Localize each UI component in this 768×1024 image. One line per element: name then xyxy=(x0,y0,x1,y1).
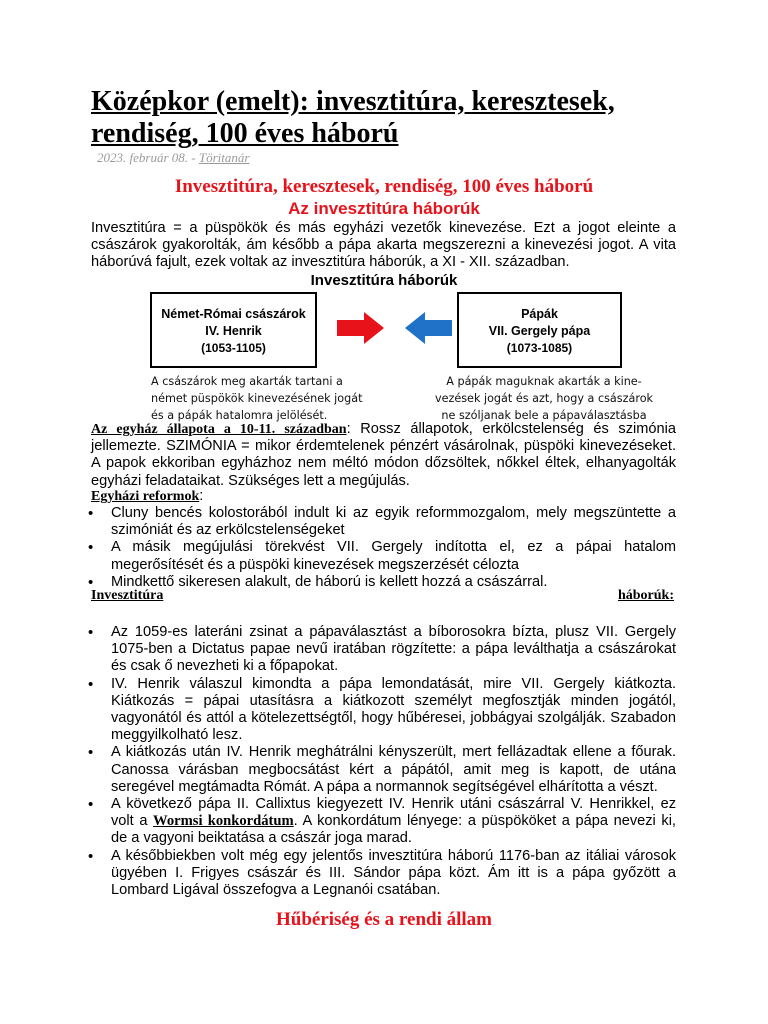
worms-rest: . A konkordátum lényege: a püspököket a pápa nevezi ki, de a vagyoni beiktatása a császár joga marad. xyxy=(111,813,676,847)
emperors-box xyxy=(150,292,317,368)
emperors-caption xyxy=(151,373,362,424)
popes-box-name: VII. Gergely pápa xyxy=(488,324,591,338)
article-date: 2023. február 08. xyxy=(97,150,188,165)
church-state-paragraph xyxy=(91,421,676,490)
emperors-box-name: IV. Henrik xyxy=(205,324,262,338)
popes-box-years: (1073-1085) xyxy=(506,341,573,355)
reforms-colon: : xyxy=(199,488,204,504)
emperors-box-title: Német-Római császárok xyxy=(161,307,306,321)
list-item: • Mindkettő sikeresen alakult, de háború is kellett hozzá a császárral. xyxy=(91,574,676,591)
intro-paragraph: Invesztitúra = a püspökök és más egyházi vezetők kinevezése. Ezt a jogot eleinte a császárok gyakorolták, ám később a pápa akarta megszerezni a kinevezési jogot. A vita háborúvá fajult, ezek voltak az invesztitúra háborúk, a XI - XII. században. xyxy=(91,220,676,271)
main-heading: Invesztitúra, keresztesek, rendiség, 100 éves háború xyxy=(174,176,594,197)
wars-label-right: háborúk: xyxy=(617,588,674,603)
category-link[interactable]: Töritanár xyxy=(198,150,250,165)
list-item: • Cluny bencés kolostorából indult ki az egyik reformmozgalom, mely megszüntette a szimóniát és az erkölcstelenségeket xyxy=(91,505,676,539)
emperors-caption-line: német püspökök kinevezésének jogát xyxy=(151,392,363,405)
blue-arrow-graphic xyxy=(405,308,455,348)
diagram-title: Invesztitúra háborúk xyxy=(310,272,458,289)
popes-box-title: Pápák xyxy=(521,307,558,321)
list-item-worms xyxy=(91,796,676,848)
left-blue-arrow-icon xyxy=(405,312,452,344)
list-item: • IV. Henrik válaszul kimondta a pápa lemondatását, mire VII. Gergely kiátkozta. Kiátkozás = pápai utasításra a kiátkozott személyt megfosztják minden jogától, vagyonától és attól a kötelezettségtől, hogy hűbéresei, jobbágyai szolgálják. Szabadon meggyilkolható lesz. xyxy=(91,676,676,745)
wars-label-left: Invesztitúra xyxy=(91,588,164,603)
church-state-label: Az egyház állapota a 10-11. században xyxy=(91,422,347,437)
emperors-caption-line: és a pápák hatalomra jelölését. xyxy=(151,409,328,422)
list-item: • A kiátkozás után IV. Henrik meghátrálni kényszerült, mert fellázadtak ellene a főurak. Canossa várásban megbocsátást kért a pápától, amit meg is kapott, de utána seregével megtámadta Rómát. A pápa a normannok segítségével elhárította a vészt. xyxy=(91,744,676,796)
list-item: • A másik megújulási törekvést VII. Gergely indította el, ez a pápai hatalom megerősítését és a püspöki kinevezések megszerzését célozta xyxy=(91,539,676,573)
reforms-label: Egyházi reformok xyxy=(91,489,200,504)
article-meta xyxy=(97,150,249,166)
reforms-heading xyxy=(91,488,676,505)
popes-box xyxy=(457,292,622,368)
emperors-caption-line: A császárok meg akarták tartani a xyxy=(151,375,343,388)
section-heading-investiture: Az invesztitúra háborúk xyxy=(288,199,480,218)
feudalism-heading: Hűbériség és a rendi állam xyxy=(275,909,493,930)
meta-separator: - xyxy=(188,150,199,165)
right-arrow-icon xyxy=(337,312,384,344)
worms-intro: A következő pápa II. Callixtus kiegyezett IV. Henrik utáni császárral V. Henrikkel, ez volt a xyxy=(111,796,676,830)
popes-caption-line: A pápák maguknak akarták a kine- xyxy=(446,375,642,388)
wars-heading xyxy=(91,588,674,604)
popes-caption-line: ne szóljanak bele a pápaválasztásba xyxy=(441,409,647,422)
list-item: • A későbbiekben volt még egy jelentős invesztitúra háború 1176-ban az itáliai városok ügyében I. Frigyes császár és III. Sándor pápa közt. Ám itt is a pápa győzött a Lombard Ligával összefogva a Legnanói csatában. xyxy=(91,848,676,900)
wars-list xyxy=(91,624,676,899)
church-state-text: : Rossz állapotok, erkölcstelenség és szimónia jellemezte. SZIMÓNIA = mikor érdemtelenek pénzért vásárolnak, püspöki kinevezéseket. A papok ekkoriban egyházhoz nem méltó módon dőzsöltek, nőkkel éltek, elhanyagolták egyházi feladataikat. Szükséges lett a megújulás. xyxy=(91,421,677,489)
emperors-box-years: (1053-1105) xyxy=(201,341,266,355)
list-item: • Az 1059-es lateráni zsinat a pápaválasztást a bíborosokra bízta, plusz VII. Gergely 1075-ben a Dictatus papae nevű iratában rögzítette: a pápa leválthatja a császárokat és csak ő nevezheti ki a főpapokat. xyxy=(91,624,676,676)
popes-caption-line: vezések jogát és azt, hogy a császárok xyxy=(434,392,654,405)
article-title: Középkor (emelt): invesztitúra, keresztesek, rendiség, 100 éves háború xyxy=(91,86,615,149)
popes-caption xyxy=(414,373,674,424)
reforms-list xyxy=(91,505,676,591)
worms-concordat-link[interactable]: Wormsi konkordátum xyxy=(153,813,294,830)
